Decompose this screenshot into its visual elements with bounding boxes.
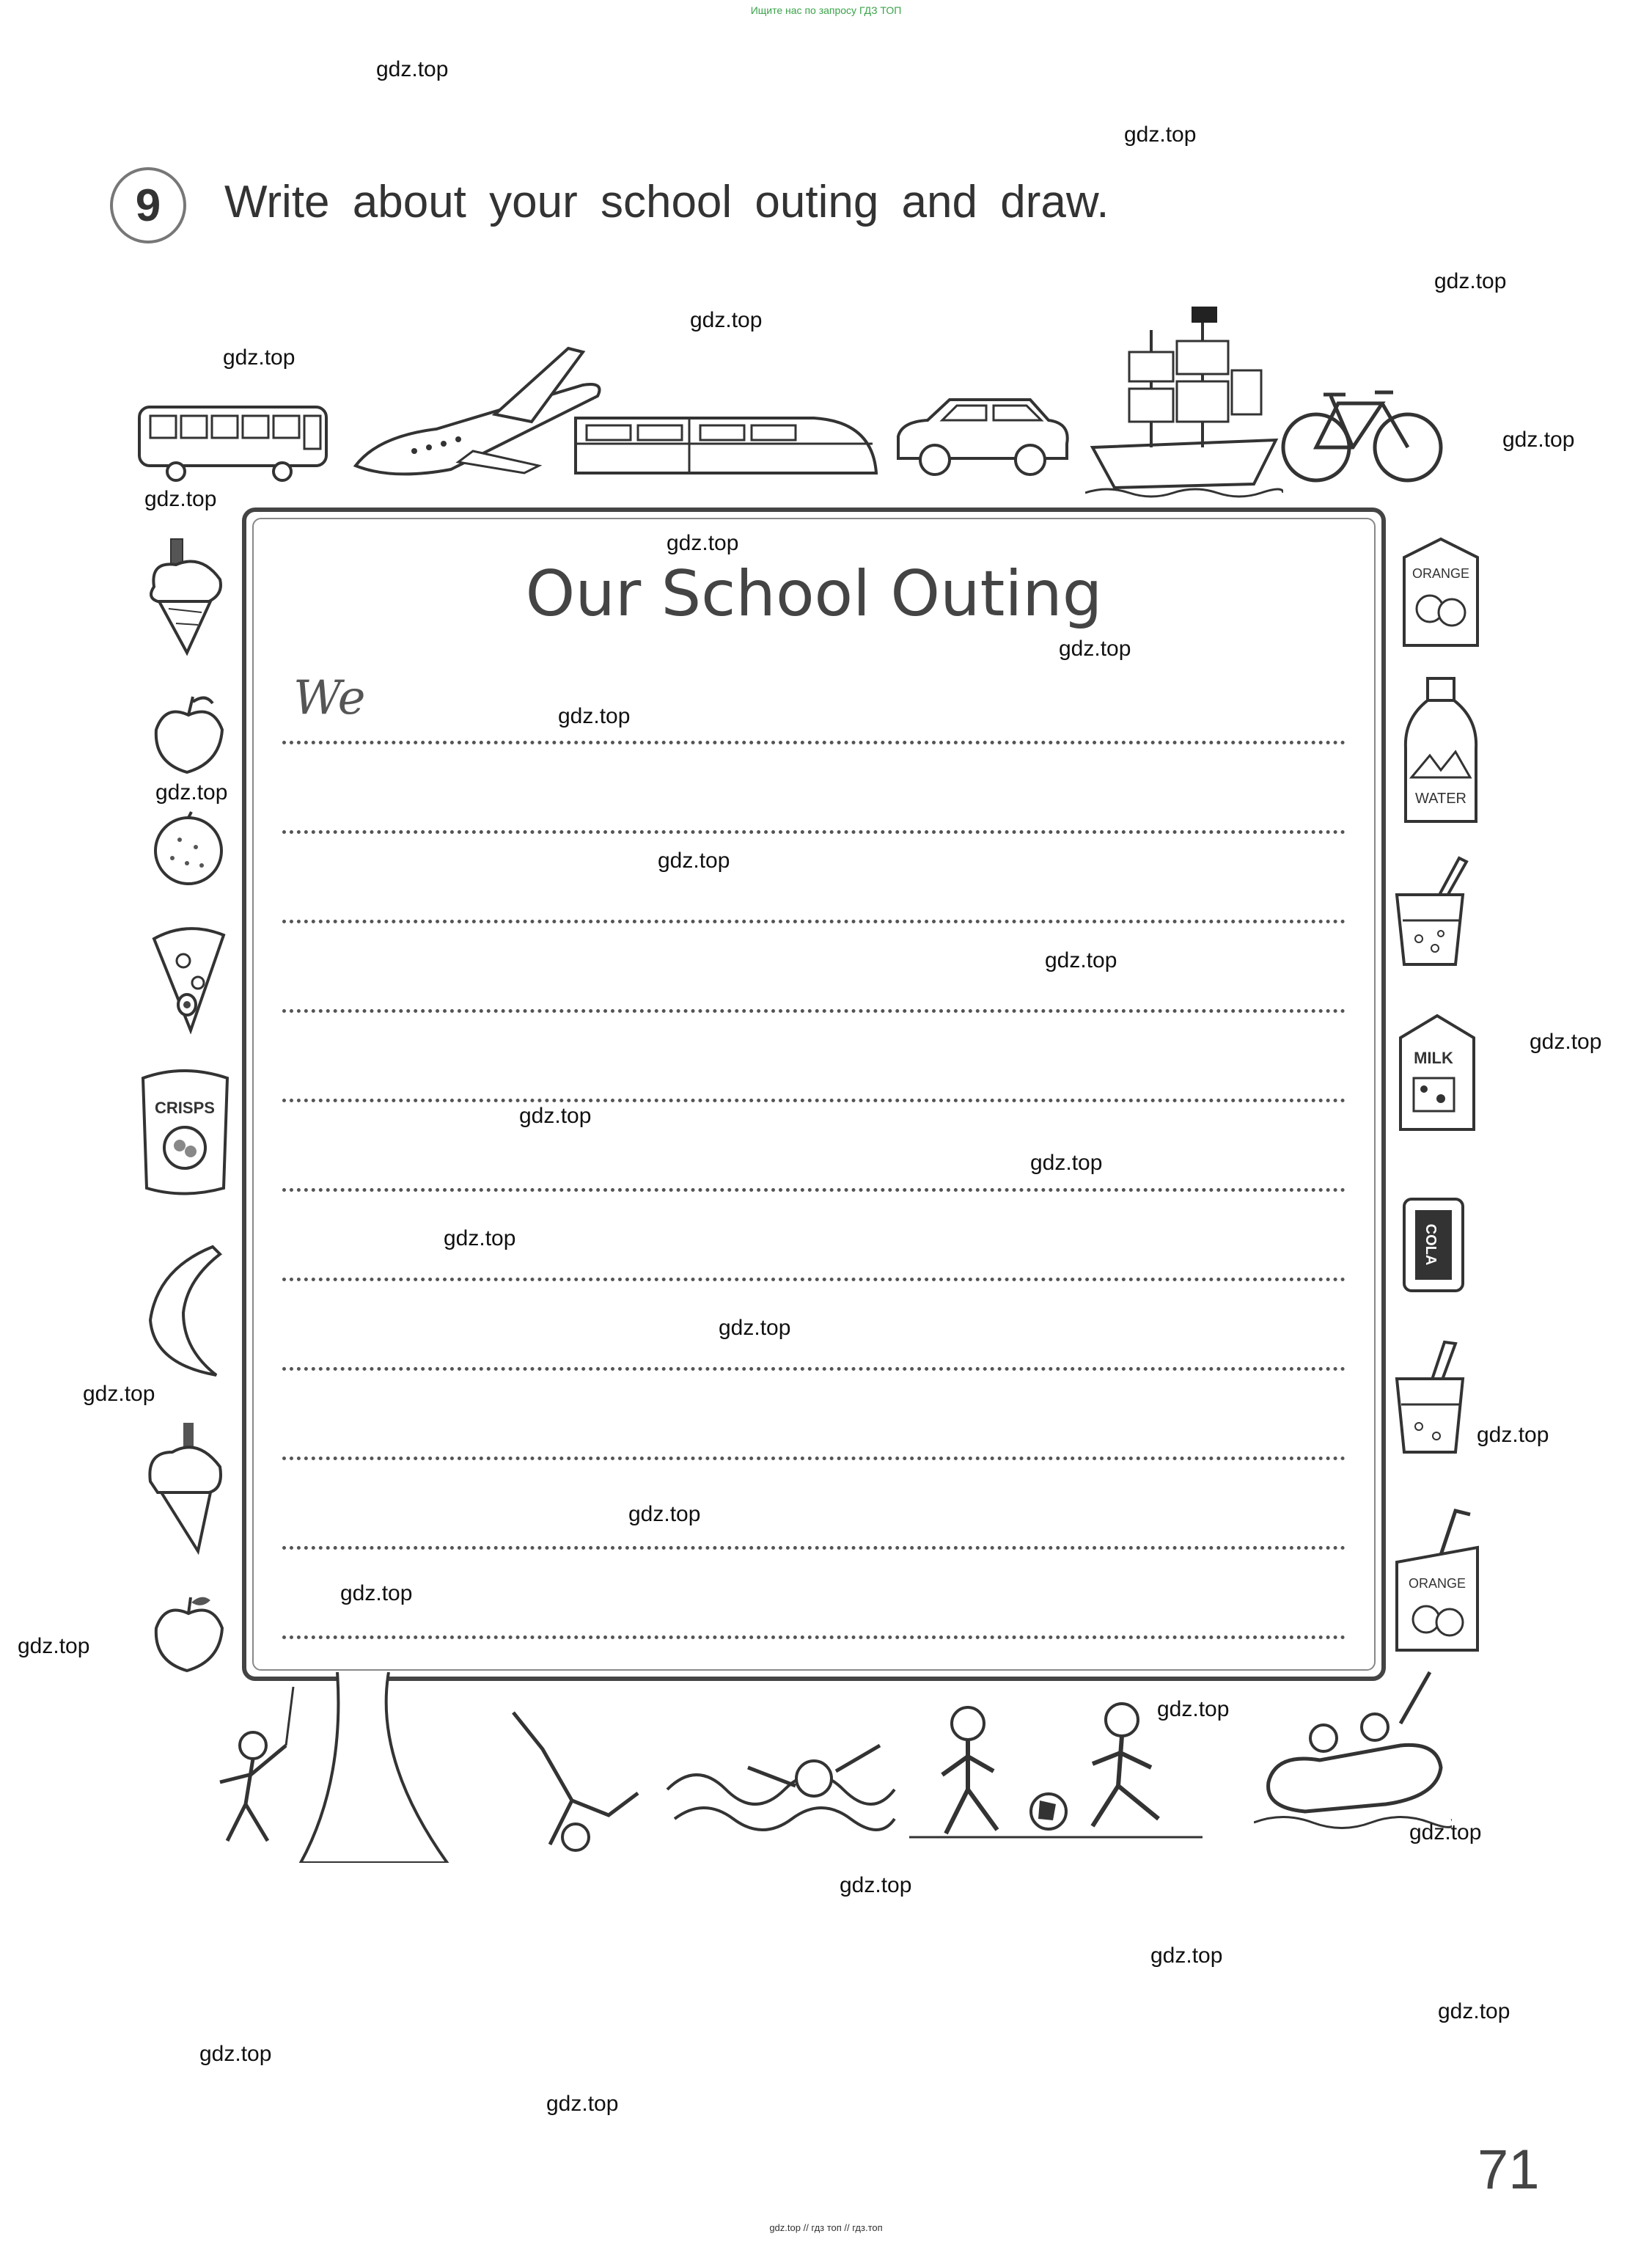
watermark: gdz.top: [18, 1634, 90, 1658]
writing-line[interactable]: [282, 1635, 1346, 1639]
watermark: gdz.top: [1434, 269, 1507, 293]
writing-start-word: We: [293, 671, 366, 725]
ice-cream-icon: [143, 535, 231, 660]
page-number: 71: [1477, 2139, 1540, 2201]
watermark: gdz.top: [144, 487, 217, 511]
writing-line[interactable]: [282, 1278, 1346, 1281]
banana-icon: [143, 1239, 227, 1379]
watermark: gdz.top: [690, 308, 763, 332]
watermark: gdz.top: [719, 1316, 791, 1340]
swimmer-illustration: [660, 1716, 902, 1852]
watermark: gdz.top: [83, 1382, 155, 1406]
bicycle-illustration: [1280, 374, 1444, 491]
watermark: gdz.top: [519, 1104, 592, 1128]
watermark: gdz.top: [558, 704, 631, 728]
bus-illustration: [136, 400, 334, 484]
water-bottle-icon: [1397, 675, 1485, 829]
writing-line[interactable]: [282, 1367, 1346, 1371]
watermark: gdz.top: [1059, 637, 1131, 661]
rafting-illustration: [1254, 1665, 1452, 1833]
writing-line[interactable]: [282, 1099, 1346, 1102]
writing-line[interactable]: [282, 741, 1346, 744]
writing-line[interactable]: [282, 1457, 1346, 1460]
apple-icon: [150, 693, 227, 777]
watermark: gdz.top: [667, 531, 739, 555]
watermark: gdz.top: [628, 1502, 701, 1526]
watermark: gdz.top: [1409, 1820, 1482, 1844]
watermark: gdz.top: [1150, 1944, 1223, 1968]
watermark: gdz.top: [223, 345, 295, 370]
orange-juice-carton-icon: [1397, 535, 1485, 653]
watermark: gdz.top: [1124, 122, 1197, 147]
watermark: gdz.top: [658, 849, 730, 873]
bungee-jumper-illustration: [499, 1705, 645, 1866]
writing-line[interactable]: [282, 830, 1346, 834]
milk-label: MILK: [1414, 1049, 1453, 1067]
watermark: gdz.top: [155, 780, 228, 805]
watermark: gdz.top: [340, 1581, 413, 1605]
watermark: gdz.top: [199, 2042, 272, 2066]
watermark: gdz.top: [1045, 948, 1117, 972]
ice-cream-cone-icon: [143, 1419, 227, 1555]
milk-carton-icon: [1393, 1012, 1481, 1137]
car-illustration: [891, 392, 1074, 484]
drink-glass-icon: [1389, 1335, 1477, 1459]
rock-climbing-illustration: [169, 1672, 462, 1863]
watermark: gdz.top: [1157, 1697, 1230, 1721]
frame-title: Our School Outing: [525, 557, 1103, 631]
crisps-bag-icon: [136, 1063, 235, 1199]
pizza-slice-icon: [147, 920, 231, 1034]
writing-line[interactable]: [282, 1009, 1346, 1013]
watermark: gdz.top: [546, 2092, 619, 2116]
watermark: gdz.top: [1530, 1030, 1602, 1054]
cola-label: COLA: [1422, 1223, 1439, 1266]
watermark: gdz.top: [444, 1226, 516, 1250]
orange-juice-box-icon: [1389, 1503, 1485, 1657]
watermark: gdz.top: [840, 1873, 912, 1897]
bottom-banner[interactable]: gdz.top // гдз топ // гдз.топ: [769, 2222, 883, 2233]
water-label: WATER: [1415, 791, 1466, 807]
cola-can-icon: [1397, 1192, 1470, 1298]
watermark: gdz.top: [1438, 1999, 1510, 2023]
watermark: gdz.top: [1030, 1151, 1103, 1175]
writing-line[interactable]: [282, 1188, 1346, 1192]
watermark: gdz.top: [1502, 428, 1575, 452]
writing-line[interactable]: [282, 920, 1346, 923]
juice-glass-icon: [1389, 854, 1477, 972]
orange-label: ORANGE: [1411, 566, 1470, 581]
task-instruction: Write about your school outing and draw.: [224, 177, 1109, 227]
orange-box-label: ORANGE: [1408, 1576, 1466, 1591]
watermark: gdz.top: [1477, 1423, 1549, 1447]
top-banner[interactable]: Ищите нас по запросу ГДЗ ТОП: [750, 4, 902, 16]
pirate-ship-illustration: [1085, 301, 1283, 499]
train-illustration: [572, 403, 880, 488]
watermark: gdz.top: [376, 57, 449, 81]
writing-line[interactable]: [282, 1546, 1346, 1550]
crisps-label: CRISPS: [155, 1099, 215, 1117]
task-number-badge: 9: [110, 167, 186, 243]
writing-frame-inner-border: [252, 518, 1376, 1671]
orange-fruit-icon: [150, 810, 227, 887]
red-apple-icon: [150, 1591, 227, 1676]
